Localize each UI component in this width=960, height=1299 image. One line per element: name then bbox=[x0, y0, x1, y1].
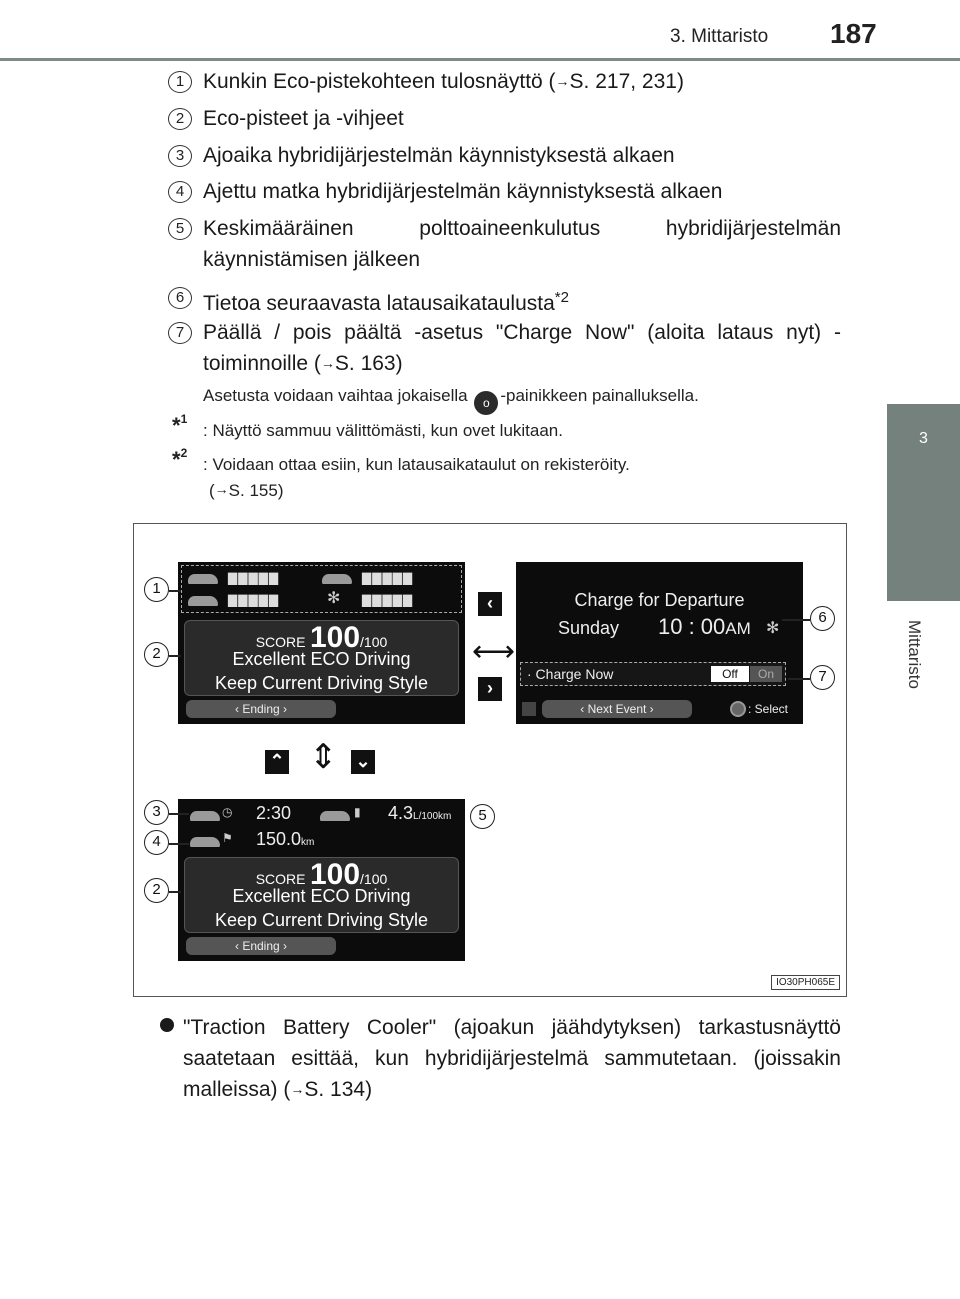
trip-footer-label: Ending bbox=[242, 939, 280, 953]
on-toggle[interactable]: On bbox=[750, 666, 782, 682]
off-toggle[interactable]: Off bbox=[711, 666, 749, 682]
callout-2: 2 bbox=[144, 642, 169, 667]
flag-icon: ⚑ bbox=[222, 831, 233, 845]
distance-value: 150.0 bbox=[256, 829, 302, 849]
footnote-1-mark bbox=[172, 412, 187, 439]
footnote-2-ref: S. 155) bbox=[228, 481, 284, 500]
item-1-text: Kunkin Eco-pistekohteen tulosnäyttö ( bbox=[203, 70, 556, 93]
bullet-icon bbox=[160, 1018, 174, 1032]
eco-message-1: Excellent ECO Driving bbox=[232, 649, 411, 669]
charge-now-row[interactable] bbox=[520, 662, 786, 686]
distance bbox=[256, 829, 314, 850]
note-after: -painikkeen painalluksella. bbox=[500, 386, 699, 405]
chapter-label-text: Mittaristo bbox=[905, 620, 924, 689]
footnote-1: : Näyttö sammuu välittömästi, kun ovet lukitaan. bbox=[203, 421, 563, 440]
car-icon bbox=[320, 811, 350, 821]
item-7 bbox=[203, 317, 841, 379]
item-6 bbox=[203, 282, 841, 319]
item-number-2: 2 bbox=[168, 108, 192, 130]
stop-icon bbox=[522, 702, 536, 716]
score-label: SCORE bbox=[255, 871, 306, 887]
item-4-text: Ajettu matka hybridijärjestelmän käynnistyksestä alkaen bbox=[203, 180, 723, 203]
fuel-icon: ▮ bbox=[354, 805, 361, 819]
leader-line bbox=[169, 813, 189, 815]
clock-icon: ◷ bbox=[222, 805, 233, 819]
car-icon bbox=[322, 574, 352, 584]
item-number-4: 4 bbox=[168, 181, 192, 203]
chapter-label bbox=[887, 620, 960, 740]
item-number-7: 7 bbox=[168, 322, 192, 344]
score-value: 100 bbox=[309, 621, 361, 654]
fuel-value: 4.3 bbox=[388, 803, 414, 823]
charge-ampm: AM bbox=[725, 619, 751, 638]
page-number: 187 bbox=[830, 18, 877, 49]
chevron-up-icon[interactable]: ⌃ bbox=[265, 750, 289, 774]
note-before: Asetusta voidaan vaihtaa jokaisella bbox=[203, 386, 468, 405]
footnote-2-sup: 2 bbox=[180, 446, 188, 460]
figure-code: IO30PH065E bbox=[771, 975, 840, 990]
eco-message-2: Keep Current Driving Style bbox=[214, 673, 429, 693]
item-number-1: 1 bbox=[168, 71, 192, 93]
charge-time bbox=[658, 614, 751, 640]
score-max: /100 bbox=[360, 871, 388, 887]
arrow-right-icon: → bbox=[320, 355, 335, 371]
eco-footer-label: Ending bbox=[242, 702, 280, 716]
footnote-2-mark bbox=[172, 446, 187, 473]
fuel-consumption bbox=[388, 803, 451, 824]
chapter-number: 3 bbox=[919, 430, 928, 447]
item-number-3: 3 bbox=[168, 145, 192, 167]
multi-information-display-figure bbox=[133, 523, 847, 997]
car-icon bbox=[190, 811, 220, 821]
chevron-down-icon[interactable]: ⌄ bbox=[351, 750, 375, 774]
callout-5: 5 bbox=[470, 804, 495, 829]
up-down-arrow-icon: ⇕ bbox=[309, 738, 338, 776]
item-2-text: Eco-pisteet ja -vihjeet bbox=[203, 107, 404, 130]
charge-day: Sunday bbox=[558, 618, 620, 638]
chevron-left-icon[interactable]: ‹ bbox=[478, 592, 502, 616]
car-icon bbox=[188, 596, 218, 606]
section-title: 3. Mittaristo bbox=[670, 26, 769, 47]
trip-score-box bbox=[184, 857, 459, 933]
bar-row: ▇▇▇▇▇ bbox=[362, 593, 414, 607]
ac-fan-icon: ✻ bbox=[327, 590, 341, 607]
callout-6: 6 bbox=[810, 606, 835, 631]
o-button-icon: o bbox=[474, 391, 498, 415]
bullet-paragraph bbox=[183, 1012, 841, 1105]
eco-score-box bbox=[184, 620, 459, 696]
leader-line bbox=[782, 619, 810, 621]
chevron-right-icon[interactable]: › bbox=[478, 677, 502, 701]
ac-fan-icon: ✻ bbox=[766, 620, 780, 637]
header-rule bbox=[0, 58, 960, 61]
callout-4: 4 bbox=[144, 830, 169, 855]
bar-row: ▇▇▇▇▇ bbox=[228, 571, 280, 585]
charge-title: Charge for Departure bbox=[574, 590, 745, 610]
car-icon bbox=[190, 837, 220, 847]
leader-line bbox=[169, 843, 189, 845]
leader-line bbox=[169, 590, 181, 592]
arrow-right-icon: → bbox=[214, 481, 229, 497]
callout-3: 3 bbox=[144, 800, 169, 825]
callout-7: 7 bbox=[810, 665, 835, 690]
fuel-unit: L/100km bbox=[413, 811, 452, 822]
callout-1: 1 bbox=[144, 577, 169, 602]
item-3 bbox=[203, 140, 841, 171]
item-number-6: 6 bbox=[168, 287, 192, 309]
car-icon bbox=[188, 574, 218, 584]
score-value: 100 bbox=[309, 858, 361, 891]
item-1 bbox=[203, 66, 841, 97]
footnote-1-sup: 1 bbox=[180, 412, 188, 426]
charge-now-label: · Charge Now bbox=[527, 666, 614, 682]
eco-message-2: Keep Current Driving Style bbox=[214, 910, 429, 930]
chapter-tab bbox=[887, 404, 960, 601]
eco-bars-panel bbox=[181, 565, 462, 613]
distance-unit: km bbox=[301, 837, 315, 848]
item-5 bbox=[203, 213, 841, 275]
leader-line bbox=[169, 891, 181, 893]
select-label: : Select bbox=[748, 702, 789, 716]
footnote-2-star: * bbox=[172, 447, 181, 472]
left-right-arrow-icon: ⟷ bbox=[472, 635, 516, 668]
item-5-text: Keskimääräinen polttoaineenkulutus hybridijärjestelmän käynnistämisen jälkeen bbox=[203, 217, 841, 271]
item-3-text: Ajoaika hybridijärjestelmän käynnistyksestä alkaen bbox=[203, 144, 675, 167]
eco-message-1: Excellent ECO Driving bbox=[232, 886, 411, 906]
item-1-ref: S. 217, 231) bbox=[569, 70, 684, 93]
item-4 bbox=[203, 176, 841, 207]
footnote-2-text: : Voidaan ottaa esiin, kun latausaikataulut on rekisteröity. bbox=[203, 455, 630, 474]
trip-info-screen bbox=[178, 799, 465, 961]
arrow-right-icon: → bbox=[555, 73, 570, 89]
footnote-2: : Voidaan ottaa esiin, kun latausaikataulut on rekisteröity. (→S. 155) bbox=[203, 455, 630, 500]
bar-row: ▇▇▇▇▇ bbox=[362, 571, 414, 585]
item-2 bbox=[203, 103, 841, 134]
score-max: /100 bbox=[360, 634, 388, 650]
arrow-right-icon: → bbox=[290, 1081, 305, 1097]
charge-footer-pill: ‹ Next Event › bbox=[542, 700, 692, 718]
charge-schedule-screen bbox=[516, 562, 803, 724]
bar-row: ▇▇▇▇▇ bbox=[228, 593, 280, 607]
item-7-text: Päällä / pois päältä -asetus "Charge Now" (aloita lataus nyt) -toiminnoille ( bbox=[203, 321, 841, 375]
drive-time: 2:30 bbox=[256, 803, 292, 823]
callout-2b: 2 bbox=[144, 878, 169, 903]
bullet-text: "Traction Battery Cooler" (ajoakun jäähdytyksen) tarkastusnäyttö saatetaan esittää, kun hybridijärjestelmä sammutetaan. (joissakin malleissa) ( bbox=[183, 1016, 841, 1101]
trip-footer-pill: ‹ Ending › bbox=[186, 937, 336, 955]
leader-line bbox=[788, 678, 810, 680]
item-6-footnote-mark: *2 bbox=[554, 289, 569, 306]
setting-note bbox=[203, 386, 699, 415]
charge-time-value: 10 : 00 bbox=[658, 614, 726, 639]
bullet-ref: S. 134) bbox=[304, 1078, 373, 1101]
footnote-1-star: * bbox=[172, 413, 181, 438]
item-number-5: 5 bbox=[168, 218, 192, 240]
item-7-ref: S. 163) bbox=[334, 352, 403, 375]
score-label: SCORE bbox=[255, 634, 306, 650]
select-button-icon bbox=[730, 701, 746, 717]
charge-footer-label: Next Event bbox=[587, 702, 647, 716]
eco-score-screen bbox=[178, 562, 465, 724]
leader-line bbox=[169, 655, 181, 657]
eco-footer-pill: ‹ Ending › bbox=[186, 700, 336, 718]
item-6-text: Tietoa seuraavasta latausaikataulusta bbox=[203, 292, 555, 315]
